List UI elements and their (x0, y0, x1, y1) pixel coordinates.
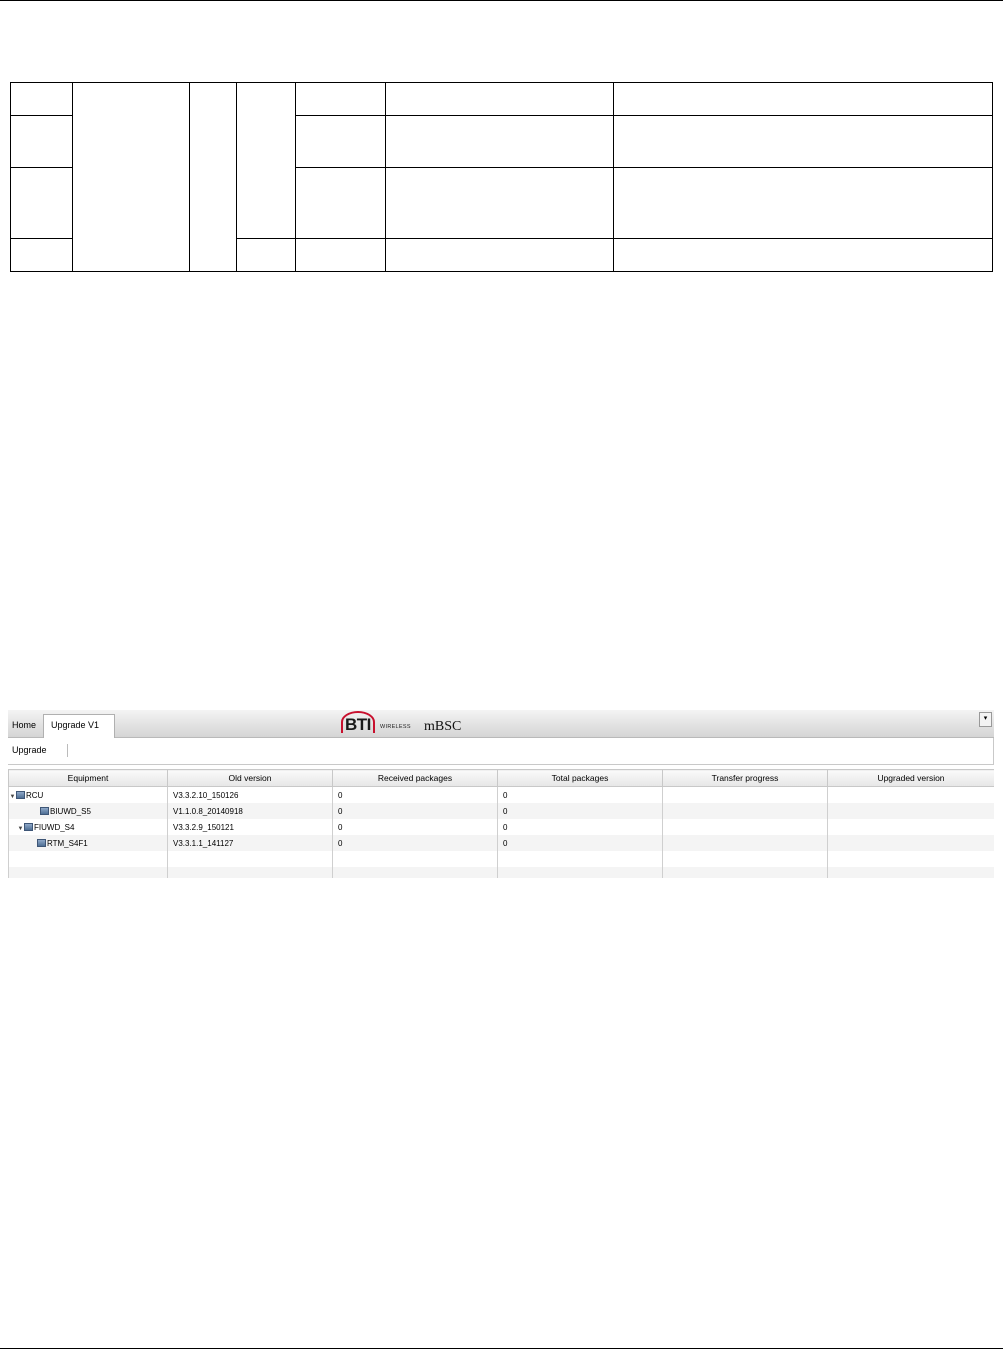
transfer-progress-cell (663, 803, 828, 819)
empty-cell (498, 867, 663, 878)
equipment-cell[interactable] (9, 819, 168, 835)
table-row[interactable] (9, 819, 995, 835)
table-cell (296, 83, 386, 116)
table-cell (296, 239, 386, 272)
column-header-equipment[interactable]: Equipment (9, 770, 168, 787)
table-cell (296, 168, 386, 239)
empty-cell (9, 851, 168, 867)
column-header-received-packages[interactable]: Received packages (333, 770, 498, 787)
upgraded-version-cell (828, 835, 995, 851)
old-version-cell: V1.1.0.8_20140918 (168, 803, 333, 819)
received-packages-cell: 0 (333, 819, 498, 835)
equipment-cell[interactable] (9, 803, 168, 819)
title-bar (8, 710, 994, 738)
table-cell (190, 83, 237, 272)
table-cell (614, 239, 993, 272)
table-cell (11, 239, 73, 272)
table-cell (237, 83, 296, 239)
table-cell (386, 116, 614, 168)
old-version-cell: V3.3.2.9_150121 (168, 819, 333, 835)
total-packages-cell: 0 (498, 835, 663, 851)
column-header-upgraded-version[interactable]: Upgraded version (828, 770, 995, 787)
total-packages-cell: 0 (498, 787, 663, 804)
equipment-name: RTM_S4F1 (47, 838, 88, 848)
table-cell (614, 83, 993, 116)
footer-rule (0, 1348, 1003, 1349)
expand-arrow-icon[interactable]: ▼ (17, 825, 24, 832)
total-packages-cell: 0 (498, 819, 663, 835)
upgrade-button[interactable]: Upgrade (12, 744, 68, 757)
upgraded-version-cell (828, 819, 995, 835)
equipment-name: RCU (26, 790, 44, 800)
total-packages-cell: 0 (498, 803, 663, 819)
table-row[interactable] (9, 803, 995, 819)
upgraded-version-cell (828, 787, 995, 804)
table-row[interactable] (9, 787, 995, 804)
toolbar (8, 738, 994, 765)
logo-subtext: WIRELESS (380, 724, 411, 730)
empty-cell (498, 851, 663, 867)
table-row (9, 851, 995, 867)
upgraded-version-cell (828, 803, 995, 819)
table-cell (237, 239, 296, 272)
empty-cell (828, 851, 995, 867)
empty-cell (333, 867, 498, 878)
empty-cell (333, 851, 498, 867)
dropdown-arrow-icon[interactable]: ▾ (979, 712, 992, 727)
empty-cell (828, 867, 995, 878)
table-cell (11, 83, 73, 116)
tab-upgrade-v1[interactable]: Upgrade V1 (43, 714, 115, 738)
table-cell (386, 239, 614, 272)
empty-cell (663, 851, 828, 867)
table-cell (386, 83, 614, 116)
table-row (9, 867, 995, 878)
empty-cell (168, 867, 333, 878)
received-packages-cell: 0 (333, 803, 498, 819)
equipment-grid (8, 769, 994, 878)
expand-arrow-icon[interactable]: ▼ (9, 793, 16, 800)
old-version-cell: V3.3.2.10_150126 (168, 787, 333, 804)
equipment-name: FIUWD_S4 (34, 822, 75, 832)
tab-home[interactable]: Home (12, 720, 37, 730)
column-header-transfer-progress[interactable]: Transfer progress (663, 770, 828, 787)
empty-cell (663, 867, 828, 878)
device-icon (24, 823, 33, 831)
column-header-old-version[interactable]: Old version (168, 770, 333, 787)
empty-cell (9, 867, 168, 878)
table-cell (11, 116, 73, 168)
app-name: mBSC (424, 719, 462, 734)
old-version-cell: V3.3.1.1_141127 (168, 835, 333, 851)
document-table (10, 82, 993, 272)
table-cell (614, 116, 993, 168)
table-cell (73, 83, 190, 272)
equipment-cell[interactable] (9, 787, 168, 804)
table-cell (296, 116, 386, 168)
device-icon (37, 839, 46, 847)
device-icon (40, 807, 49, 815)
equipment-name: BIUWD_S5 (50, 806, 91, 816)
transfer-progress-cell (663, 835, 828, 851)
header-rule (0, 0, 1003, 1)
table-cell (614, 168, 993, 239)
transfer-progress-cell (663, 819, 828, 835)
table-cell (11, 168, 73, 239)
received-packages-cell: 0 (333, 835, 498, 851)
transfer-progress-cell (663, 787, 828, 804)
device-icon (16, 791, 25, 799)
table-cell (386, 168, 614, 239)
logo-text: BTI (345, 715, 371, 734)
equipment-cell[interactable] (9, 835, 168, 851)
table-row[interactable] (9, 835, 995, 851)
received-packages-cell: 0 (333, 787, 498, 804)
upgrade-window (8, 710, 994, 878)
empty-cell (168, 851, 333, 867)
column-header-total-packages[interactable]: Total packages (498, 770, 663, 787)
